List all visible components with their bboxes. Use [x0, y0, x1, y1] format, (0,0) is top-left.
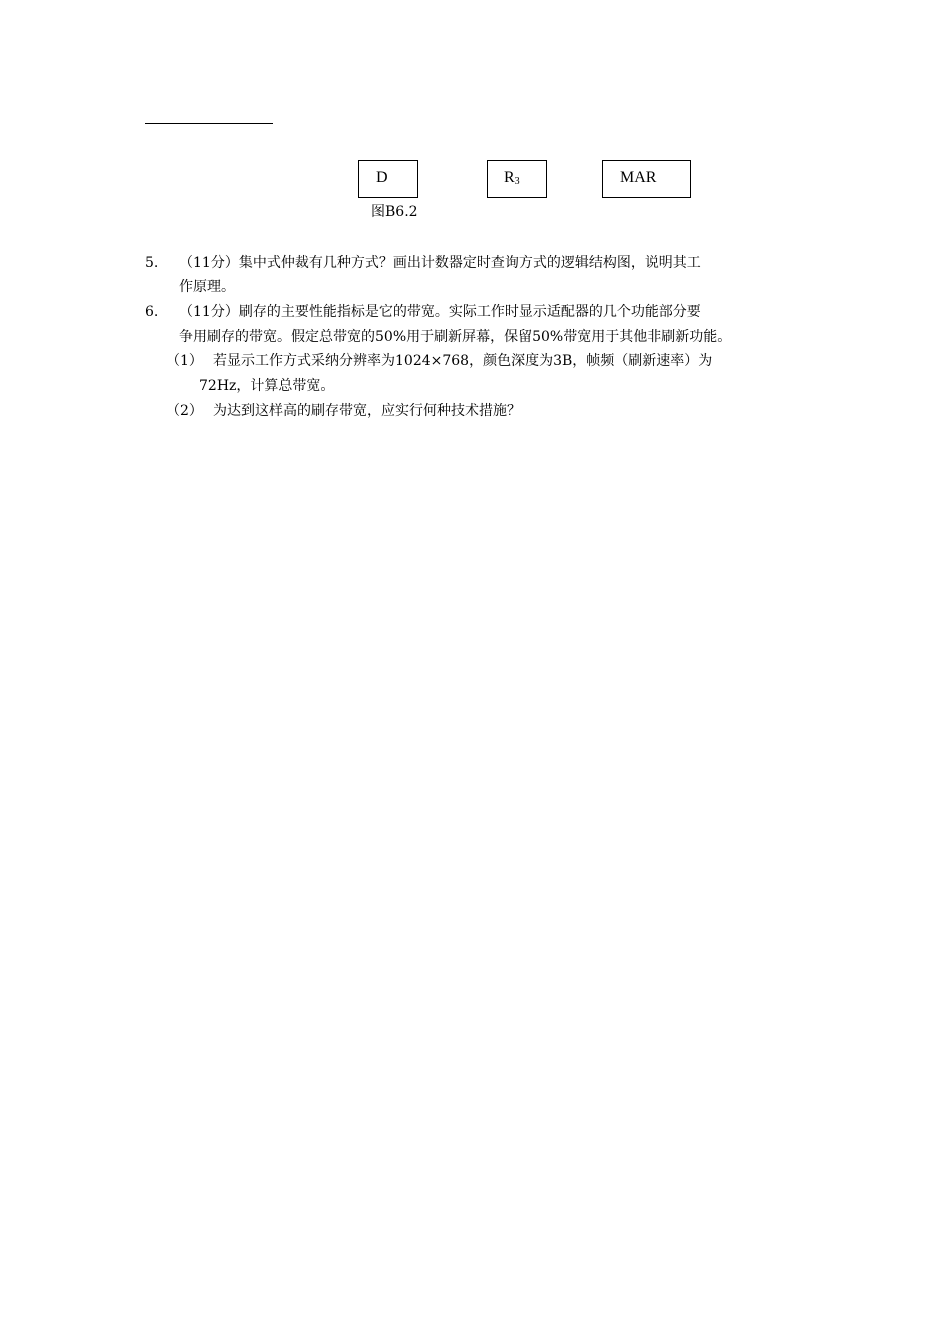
- question-6-line-1: （11分）刷存的主要性能指标是它的带宽。实际工作时显示适配器的几个功能部分要: [179, 304, 701, 320]
- question-5-line-2: 作原理。: [179, 279, 235, 295]
- register-d-box: [358, 160, 418, 198]
- question-6-line-2: 争用刷存的带宽。假定总带宽的50%用于刷新屏幕，保留50%带宽用于其他非刷新功能。: [179, 329, 732, 345]
- figure-caption: 图B6.2: [371, 204, 418, 220]
- top-rule: [145, 123, 273, 124]
- question-6-sub-2-line-1: 为达到这样高的刷存带宽，应实行何种技术措施？: [213, 403, 521, 419]
- question-6-sub-2-label: （2）: [166, 403, 203, 419]
- question-5-number: 5.: [145, 255, 159, 271]
- question-6-number: 6.: [145, 304, 159, 320]
- register-d-label: D: [376, 169, 388, 186]
- register-r3-subscript: 3: [514, 176, 520, 187]
- register-r3-box: [487, 160, 547, 198]
- question-6-sub-1-line-2: 72Hz，计算总带宽。: [199, 378, 335, 394]
- register-r3-label: [504, 170, 520, 187]
- register-mar-box: [602, 160, 691, 198]
- question-5-line-1: （11分）集中式仲裁有几种方式？画出计数器定时查询方式的逻辑结构图，说明其工: [179, 255, 701, 271]
- question-6-sub-1-line-1: 若显示工作方式采纳分辨率为1024×768，颜色深度为3B，帧频（刷新速率）为: [213, 353, 713, 369]
- register-mar-label: MAR: [620, 169, 657, 186]
- question-6-sub-1-label: （1）: [166, 353, 203, 369]
- register-r3-main: R: [504, 169, 515, 186]
